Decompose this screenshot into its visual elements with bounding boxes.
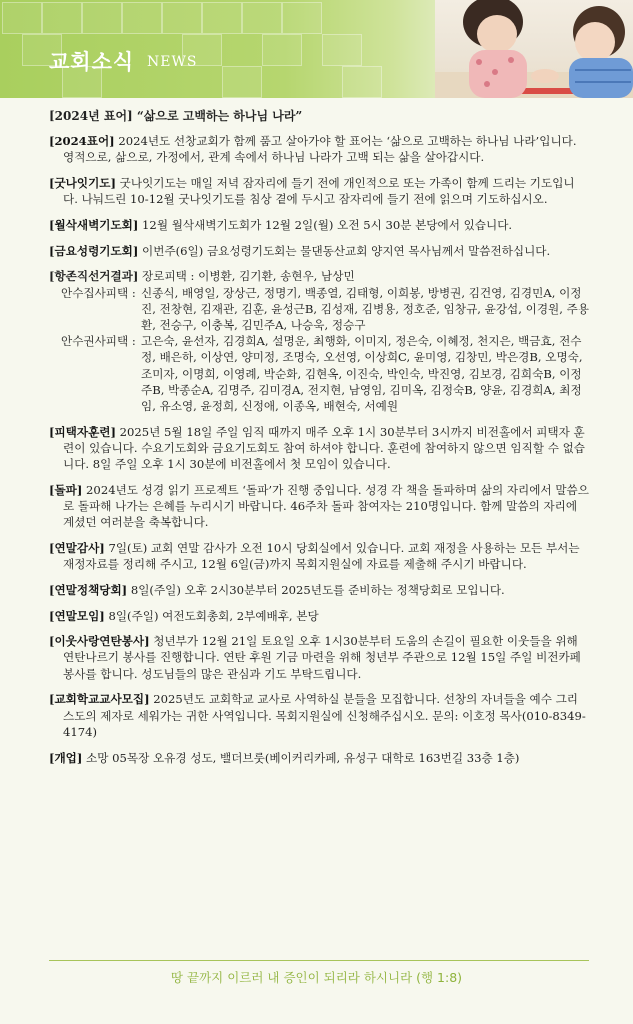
news-item-tag: [피택자훈련] — [49, 424, 116, 439]
news-item-text: 8일(주일) 여전도회총회, 2부예배후, 본당 — [104, 608, 319, 623]
children-photo — [435, 0, 633, 98]
election-tag: [항존직선거결과] — [49, 269, 139, 284]
news-item — [49, 243, 589, 259]
news-item-tag: [월삭새벽기도회] — [49, 218, 139, 233]
news-item — [49, 424, 589, 473]
elder-names: 이병환, 김기환, 송현우, 남상민 — [198, 269, 355, 284]
news-item-text: 12월 월삭새벽기도회가 12월 2일(월) 오전 5시 30분 본당에서 있습니다. — [138, 218, 513, 233]
news-item — [49, 691, 589, 740]
decorative-tile — [242, 2, 282, 34]
news-content — [49, 108, 589, 775]
motto-headline: [2024년 표어] “삶으로 고백하는 하나님 나라” — [49, 109, 303, 123]
decorative-tile — [262, 34, 302, 66]
page-title: 교회소식 — [49, 50, 135, 74]
decorative-tile — [322, 34, 362, 66]
footer-verse: 땅 끝까지 이르러 내 증인이 되리라 하시니라 (행 1:8) — [170, 970, 463, 985]
decorative-tile — [342, 66, 382, 98]
news-item — [49, 608, 589, 624]
news-item — [49, 633, 589, 682]
deacon-label: 안수집사피택 : — [61, 285, 136, 300]
news-item-tag: [2024표어] — [49, 134, 115, 149]
news-item — [49, 540, 589, 572]
news-item-text: 이번주(6일) 금요성령기도회는 물댄동산교회 양지연 목사님께서 말씀전하십니다. — [138, 243, 551, 258]
deacon-names: 신종식, 배영일, 장상근, 정명기, 백종열, 김태형, 이희봉, 방병권, 김건영, 김경민A, 이정진, 전창현, 김재관, 김훈, 윤성근B, 김성재, 김병용, 정호준, 임창규, 윤강섭, 이경원, 주용환, 전승구, 이충복, 김민주A, 나승욱, 정승구 — [141, 285, 589, 333]
decorative-tile — [42, 2, 82, 34]
news-item — [49, 217, 589, 233]
news-item-tag: [금요성령기도회] — [49, 243, 139, 258]
news-item-tag: [돌파] — [49, 482, 83, 497]
election-results — [49, 268, 589, 414]
news-item-text: 2025년도 교회학교 교사로 사역하실 분들을 모집합니다. 선창의 자녀들을 예수 그리스도의 제자로 세워가는 귀한 사역입니다. 목회지원실에 신청해주십시오. 문의: 이호정 목사(010-8349-4174) — [63, 692, 586, 739]
news-item-text: 굿나잇기도는 매일 저녁 잠자리에 들기 전에 개인적으로 또는 가족이 함께 드리는 기도입니다. 나눠드린 10-12월 굿나잇기도를 침상 곁에 두시고 잠자리에 들기 전에 읽으며 기도하십시오. — [63, 176, 575, 207]
decorative-tile — [162, 2, 202, 34]
news-item-tag: [교회학교교사모집] — [49, 692, 150, 707]
news-item-text: 8일(주일) 오후 2시30분부터 2025년도를 준비하는 정책당회로 모입니다. — [127, 582, 505, 597]
news-item-text: 2024년도 선창교회가 함께 품고 살아가야 할 표어는 ‘삶으로 고백하는 하나님 나라’입니다. 영적으로, 삶으로, 가정에서, 관계 속에서 하나님 나라가 고백 되는 삶을 살아갑시다. — [63, 134, 577, 165]
news-item-tag: [굿나잇기도] — [49, 176, 116, 191]
deaconess-names: 고은숙, 윤선자, 김경희A, 설명운, 최행화, 이미지, 정은숙, 이혜정, 천지은, 백금효, 전수정, 배은하, 이상연, 양미정, 조명숙, 오선영, 이상희C, 윤미영, 김창민, 박은경B, 오명숙, 조미자, 이명희, 이영례, 박순화, 김현옥, 이진숙, 박인숙, 박진영, 김보경, 김희숙B, 이정주B, 박종순A, 김명주, 김미경A, 전지현, 남영임, 김미옥, 김정숙B, 양윤, 김경희A, 최정임, 유소영, 윤정희, 신정애, 이종옥, 배현숙, 서예원 — [141, 334, 583, 414]
news-item — [49, 750, 589, 766]
news-item-tag: [개업] — [49, 750, 83, 765]
news-item-tag: [연말감사] — [49, 540, 105, 555]
decorative-tile — [222, 66, 262, 98]
news-item-text: 7일(토) 교회 연말 감사가 오전 10시 당회실에서 있습니다. 교회 재정을 사용하는 모든 부서는 재정자료를 정리해 주시고, 12월 6일(금)까지 목회지원실에 자료를 제출해 주시기 바랍니다. — [63, 540, 580, 572]
decorative-tile — [122, 2, 162, 34]
news-item-tag: [연말모임] — [49, 608, 105, 623]
news-item-tag: [이웃사랑연탄봉사] — [49, 634, 150, 649]
deaconess-label: 안수권사피택 : — [61, 334, 136, 349]
footer-divider — [49, 960, 589, 961]
decorative-tile — [2, 2, 42, 34]
news-item-text: 소망 05목장 오유경 성도, 밸더브룻(베이커리카페, 유성구 대학로 163번길 33층 1층) — [82, 750, 520, 765]
page-subtitle: NEWS — [147, 54, 198, 70]
news-item — [49, 133, 589, 165]
decorative-tile — [282, 2, 322, 34]
news-item-tag: [연말정책당회] — [49, 582, 128, 597]
news-item-text: 청년부가 12월 21일 토요일 오후 1시30분부터 도움의 손길이 필요한 이웃들을 위해 연탄나르기 봉사를 진행합니다. 연탄 후원 기금 마련을 위해 청년부 주관으로 12월 15일 주일 비전카페 봉사를 합니다. 성도님들의 많은 관심과 기도 부탁드립니다. — [63, 634, 581, 681]
news-item-text: 2024년도 성경 읽기 프로젝트 ‘돌파’가 진행 중입니다. 성경 각 책을 돌파하며 삶의 자리에서 말씀으로 돌파해 나가는 은혜를 누리시기 바랍니다. 46주차 돌파 참여자는 210명입니다. 함께 말씀의 자리에 계셨던 여러분을 축복합니다. — [63, 482, 589, 530]
decorative-tile — [82, 2, 122, 34]
header-banner — [0, 0, 633, 98]
news-item — [49, 175, 589, 207]
decorative-tile — [202, 2, 242, 34]
news-item — [49, 482, 589, 531]
elder-label: 장로피택 : — [138, 269, 199, 284]
news-item — [49, 582, 589, 598]
news-item-text: 2025년 5월 18일 주일 임직 때까지 매주 오후 1시 30분부터 3시까지 비전홀에서 피택자 훈련이 있습니다. 수요기도회와 금요기도회도 참여 하셔야 합니다. 훈련에 참여하지 않으면 임직할 수 없습니다. 8일 주일 오후 1시 30분에 비전홀에서 첫 모임이 있습니다. — [63, 424, 585, 472]
